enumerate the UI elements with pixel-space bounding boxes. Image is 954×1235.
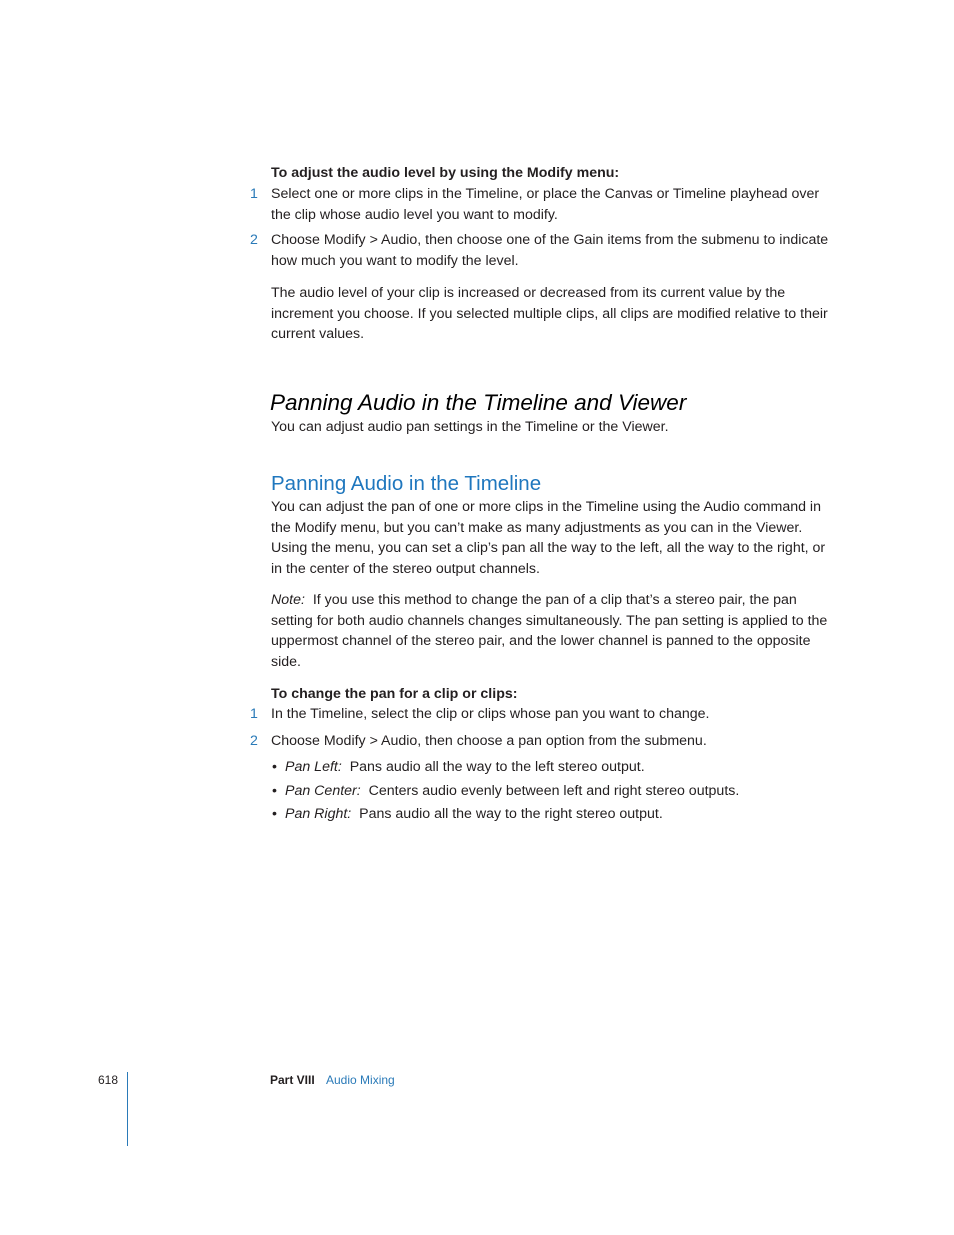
task-heading-change-pan: To change the pan for a clip or clips: [271,686,518,702]
section-heading-panning-timeline-viewer: Panning Audio in the Timeline and Viewer [270,390,687,415]
footer-part-label: Part VIII [270,1073,315,1087]
step-text: Select one or more clips in the Timeline, or place the Canvas or Timeline playhead over the clip whose audio level you want to modify. [271,186,820,223]
step-number: 2 [250,232,258,248]
footer-chapter-title: Audio Mixing [326,1073,395,1087]
step-text: Choose Modify > Audio, then choose a pan option from the submenu. [271,733,707,749]
bullet-text: Pans audio all the way to the left stereo output. [349,759,645,775]
note-text: If you use this method to change the pan of a clip that’s a stereo pair, the pan setting for both audio channels changes simultaneously. The pan setting is applied to the uppermost channel of the stereo pair, and the lower channel is panned to the opposite side. [271,592,828,670]
bullet-icon: • [272,783,277,799]
section-intro: You can adjust audio pan settings in the Timeline or the Viewer. [271,419,669,435]
bullet-text: Pans audio all the way to the right stereo output. [359,806,663,822]
bullet-icon: • [272,759,277,775]
bullet-term: Pan Right: [285,806,352,822]
step-number: 1 [250,706,258,722]
result-paragraph: The audio level of your clip is increased or decreased from its current value by the increment you choose. If you selected multiple clips, all clips are modified relative to their current values. [271,285,828,342]
subsection-heading-panning-timeline: Panning Audio in the Timeline [271,472,542,495]
bullet-icon: • [272,806,277,822]
page-number: 618 [98,1073,119,1087]
bullet-term: Pan Left: [285,759,342,775]
subsection-paragraph: You can adjust the pan of one or more clips in the Timeline using the Audio command in the Modify menu, but you can’t make as many adjustments as you can in the Viewer. Using the menu, you can set a clip’s pan all the way to the left, all the way to the right, or in the center of the stereo output channels. [271,499,826,577]
note-paragraph [271,590,831,672]
task-heading-adjust-level: To adjust the audio level by using the Modify menu: [271,165,620,181]
note-label: Note: [271,592,305,608]
step-number: 2 [250,733,258,749]
step-text: In the Timeline, select the clip or clips whose pan you want to change. [271,706,710,722]
step-text: Choose Modify > Audio, then choose one of the Gain items from the submenu to indicate how much you want to modify the level. [271,232,829,269]
bullet-term: Pan Center: [285,783,361,799]
bullet-text: Centers audio evenly between left and right stereo outputs. [368,783,740,799]
step-number: 1 [250,186,258,202]
footer-divider [127,1072,128,1146]
